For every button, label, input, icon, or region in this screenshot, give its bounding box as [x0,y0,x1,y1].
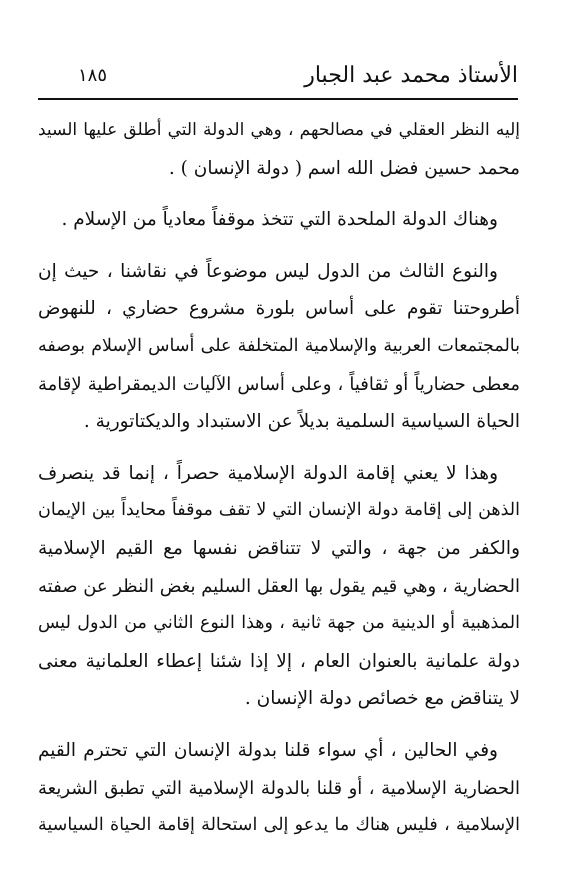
text-line: لا يتناقض مع خصائص دولة الإنسان . [244,688,520,710]
text-line: الذهن إلى إقامة دولة الإنسان التي لا تقف موقفاً محايداً بين الإيمان [38,500,520,521]
paragraph-gap [38,718,520,732]
text-line: معطى حضارياً أو ثقافياً ، وعلى أساس الآليات الديمقراطية لإقامة [38,373,520,395]
text-line: وفي الحالين ، أي سواء قلنا بدولة الإنسان التي تحترم القيم [38,739,498,761]
text-line: الحضارية الإسلامية ، أو قلنا بالدولة الإسلامية التي تطبق الشريعة [38,777,520,799]
text-line: محمد حسين فضل الله اسم ( دولة الإنسان ) . [168,157,520,179]
text-line: والنوع الثالث من الدول ليس موضوعاً في نقاشنا ، حيث إن [38,260,498,282]
text-line: أطروحتنا تقوم على أساس بلورة مشروع حضاري ، للنهوض [38,298,520,320]
body-text [38,112,520,845]
paragraph-gap [38,441,520,455]
running-title: الأستاذ محمد عبد الجبار [304,63,518,88]
header-rule [38,98,518,100]
page-number: ١٨٥ [78,65,108,86]
running-header [38,60,518,92]
text-line: والكفر من جهة ، والتي لا تتناقض نفسها مع القيم الإسلامية [38,537,520,559]
text-line: دولة علمانية بالعنوان العام ، إلا إذا شئنا إعطاء العلمانية معنى [38,650,520,672]
paragraph-gap [38,239,520,253]
text-line: وهذا لا يعني إقامة الدولة الإسلامية حصراً ، إنما قد ينصرف [38,462,498,484]
paragraph-gap [38,187,520,201]
text-line: الحضارية ، وهي قيم يقول بها العقل السليم بغض النظر عن صفته [38,575,520,597]
text-line: إليه النظر العقلي في مصالحهم ، وهي الدولة التي أطلق عليها السيد [38,120,520,140]
text-line: الحياة السياسية السلمية بديلاً عن الاستبداد والديكتاتورية . [83,411,520,433]
text-line: المذهبية أو الدينية من جهة ثانية ، وهذا النوع الثاني من الدول ليس [38,613,520,634]
text-line: وهناك الدولة الملحدة التي تتخذ موقفاً معادياً من الإسلام . [61,209,498,231]
text-line: بالمجتمعات العربية والإسلامية المتخلفة على أساس الإسلام بوصفه [38,335,520,356]
text-line: الإسلامية ، فليس هناك ما يدعو إلى استحالة إقامة الحياة السياسية [38,815,520,836]
